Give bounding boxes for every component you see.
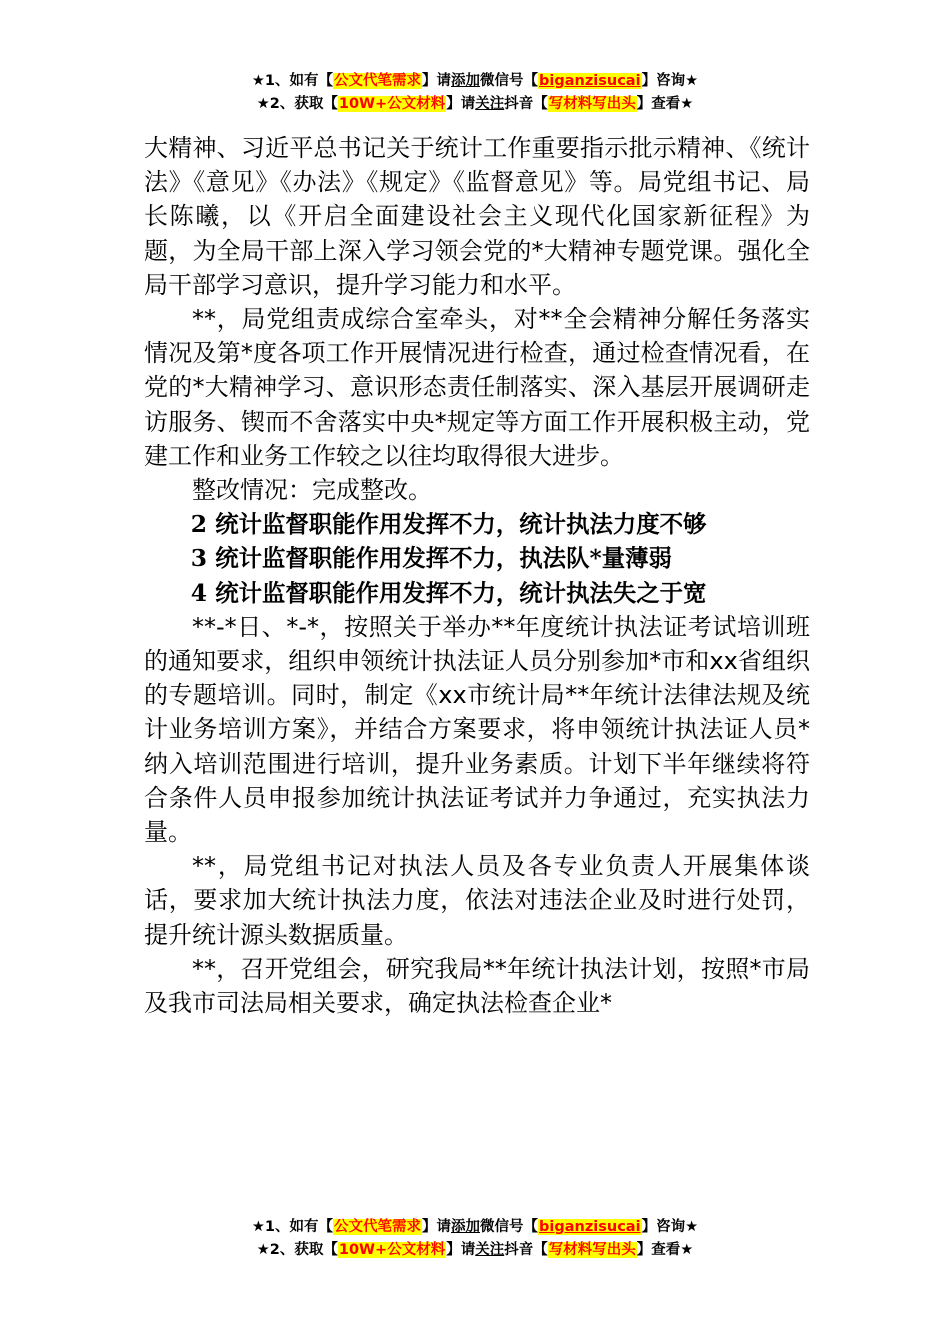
banner-text: 抖音【 <box>504 96 548 112</box>
banner-text: 】咨询★ <box>641 1219 699 1235</box>
banner-text: ★1、如有【 <box>251 1219 334 1235</box>
paragraph: **，局党组责成综合室牵头，对**全会精神分解任务落实情况及第*度各项工作开展情况进行检查，通过检查情况看，在党的*大精神学习、意识形态责任制落实、深入基层开展调研走访服务、锲而不舍落实中央*规定等方面工作开展积极主动，党建工作和业务工作较之以往均取得很大进步。 <box>144 305 810 470</box>
document-body <box>144 131 810 1020</box>
banner-text: 】查看★ <box>636 96 694 112</box>
banner-text: ★2、获取【 <box>256 1242 338 1258</box>
materials-highlight: 10W+公文材料 <box>338 96 446 112</box>
materials-highlight: 10W+公文材料 <box>338 1242 446 1258</box>
banner-text: 】请 <box>446 1242 476 1258</box>
section-heading: 4 统计监督职能作用发挥不力，统计执法失之于宽 <box>190 578 707 607</box>
banner-line-2 <box>0 1239 950 1262</box>
douyin-account-highlight: 写材料写出头 <box>548 1242 636 1258</box>
banner-text: 】请 <box>446 96 476 112</box>
banner-text: 微信号【 <box>480 73 539 89</box>
banner-line-1 <box>0 1216 950 1239</box>
banner-text: 】请 <box>422 1219 452 1235</box>
section-heading: 3 统计监督职能作用发挥不力，执法队*量薄弱 <box>190 544 672 573</box>
paragraph: 整改情况：完成整改。 <box>192 476 432 505</box>
wechat-id-link[interactable]: biganzisucai <box>539 73 641 89</box>
banner-emphasis: 关注 <box>475 1242 505 1258</box>
banner-text: ★2、获取【 <box>256 96 338 112</box>
banner-emphasis: 添加 <box>451 73 481 89</box>
paragraph: 大精神、习近平总书记关于统计工作重要指示批示精神、《统计法》《意见》《办法》《规定》《监督意见》等。局党组书记、局长陈曦，以《开启全面建设社会主义现代化国家新征程》为题，为全局干部上深入学习领会党的*大精神专题党课。强化全局干部学习意识，提升学习能力和水平。 <box>144 134 810 299</box>
banner-emphasis: 添加 <box>451 1219 481 1235</box>
ghostwriting-highlight: 公文代笔需求 <box>334 73 422 89</box>
banner-text: 微信号【 <box>480 1219 539 1235</box>
banner-text: ★1、如有【 <box>251 73 334 89</box>
footer-banner <box>0 1216 950 1262</box>
banner-text: 】查看★ <box>636 1242 694 1258</box>
ghostwriting-highlight: 公文代笔需求 <box>334 1219 422 1235</box>
paragraph: **，局党组书记对执法人员及各专业负责人开展集体谈话，要求加大统计执法力度，依法对违法企业及时进行处罚，提升统计源头数据质量。 <box>144 852 810 949</box>
banner-line-1 <box>0 70 950 93</box>
banner-emphasis: 关注 <box>475 96 505 112</box>
paragraph: **-*日、*-*，按照关于举办**年度统计执法证考试培训班的通知要求，组织申领统计执法证人员分别参加*市和xx省组织的专题培训。同时，制定《xx市统计局**年统计法律法规及统计业务培训方案》，并结合方案要求，将申领统计执法证人员*纳入培训范围进行培训，提升业务素质。计划下半年继续将符合条件人员申报参加统计执法证考试并力争通过，充实执法力量。 <box>144 612 810 847</box>
paragraph: **，召开党组会，研究我局**年统计执法计划，按照*市局及我市司法局相关要求，确定执法检查企业* <box>144 954 810 1018</box>
banner-text: 】咨询★ <box>641 73 699 89</box>
banner-text: 】请 <box>422 73 452 89</box>
douyin-account-highlight: 写材料写出头 <box>548 96 636 112</box>
banner-line-2 <box>0 93 950 116</box>
header-banner <box>0 70 950 116</box>
section-heading: 2 统计监督职能作用发挥不力，统计执法力度不够 <box>190 510 707 539</box>
banner-text: 抖音【 <box>504 1242 548 1258</box>
wechat-id-link[interactable]: biganzisucai <box>539 1219 641 1235</box>
